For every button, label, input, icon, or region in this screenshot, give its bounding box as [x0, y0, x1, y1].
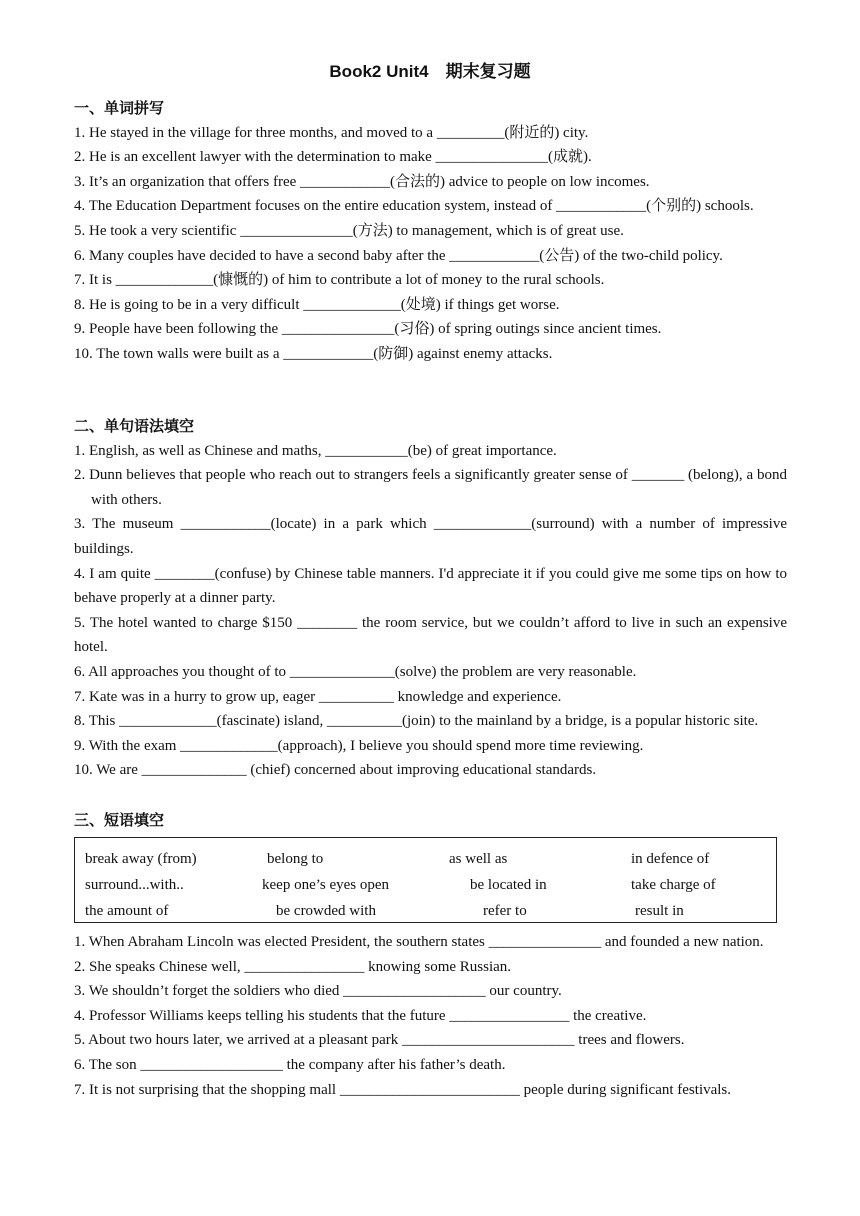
- question-item: 9. People have been following the _______________(习俗) of spring outings since ancient times.: [74, 321, 662, 338]
- phrase-option: result in: [635, 903, 684, 919]
- question-item: 3. The museum ____________(locate) in a park which _____________(surround) with a number of impressive buildings.: [74, 516, 787, 557]
- phrase-option: refer to: [483, 903, 527, 919]
- question-item: 10. The town walls were built as a ____________(防御) against enemy attacks.: [74, 345, 553, 362]
- section-phrase-fill: [74, 808, 787, 833]
- phrase-option: take charge of: [631, 877, 716, 893]
- question-item: 6. The son ___________________ the company after his father’s death.: [74, 1056, 506, 1073]
- phrase-option: break away (from): [85, 851, 197, 867]
- page-title: Book2 Unit4 期末复习题: [329, 62, 531, 81]
- question-item: 7. Kate was in a hurry to grow up, eager __________ knowledge and experience.: [74, 688, 562, 705]
- question-item: 4. I am quite ________(confuse) by Chinese table manners. I'd appreciate it if you could give me some tips on how to behave properly at a dinner party.: [74, 565, 787, 607]
- phrase-option: the amount of: [85, 903, 169, 919]
- section-heading: 一、单词拼写: [74, 99, 165, 117]
- phrase-option: keep one’s eyes open: [262, 877, 390, 893]
- question-item: 5. About two hours later, we arrived at a pleasant park _______________________ trees and flowers.: [74, 1032, 685, 1049]
- question-item: 1. He stayed in the village for three months, and moved to a _________(附近的) city.: [74, 124, 589, 141]
- phrase-option: surround...with..: [85, 877, 184, 893]
- question-item: 6. All approaches you thought of to ______________(solve) the problem are very reasonable.: [74, 663, 637, 680]
- question-item: 7. It is _____________(慷慨的) of him to contribute a lot of money to the rural schools.: [74, 272, 605, 289]
- phrase-box: [74, 837, 777, 923]
- question-item: 6. Many couples have decided to have a second baby after the ____________(公告) of the two-child policy.: [74, 247, 723, 264]
- phrase-option: in defence of: [631, 851, 710, 867]
- phrase-option: as well as: [449, 851, 508, 867]
- phrase-questions: [74, 930, 787, 1102]
- question-item: 1. English, as well as Chinese and maths, ___________(be) of great importance.: [74, 442, 557, 459]
- question-item: 8. This _____________(fascinate) island, __________(join) to the mainland by a bridge, is a popular historic site.: [74, 713, 759, 730]
- question-item: 10. We are ______________ (chief) concerned about improving educational standards.: [74, 762, 597, 779]
- section-grammar-fill: [74, 414, 787, 783]
- phrase-option: be located in: [470, 877, 547, 893]
- phrase-option: belong to: [267, 851, 324, 867]
- section-heading: 三、短语填空: [74, 811, 165, 829]
- question-item: 9. With the exam _____________(approach), I believe you should spend more time reviewing.: [74, 737, 644, 754]
- phrase-option: be crowded with: [276, 903, 376, 919]
- question-item: 3. We shouldn’t forget the soldiers who died ___________________ our country.: [74, 983, 562, 1000]
- question-item: 7. It is not surprising that the shopping mall ________________________ people during significant festivals.: [74, 1081, 732, 1098]
- section-heading: 二、单句语法填空: [74, 417, 195, 435]
- question-item: 2. Dunn believes that people who reach out to strangers feels a significantly greater sense of _______ (belong), a bond with others.: [74, 467, 787, 508]
- question-item: 2. He is an excellent lawyer with the determination to make _______________(成就).: [74, 149, 592, 166]
- question-item: 3. It’s an organization that offers free ____________(合法的) advice to people on low incomes.: [74, 173, 650, 190]
- question-item: 4. The Education Department focuses on the entire education system, instead of ____________(个别的) schools.: [74, 198, 754, 215]
- question-item: 5. He took a very scientific _______________(方法) to management, which is of great use.: [74, 222, 624, 239]
- question-item: 4. Professor Williams keeps telling his students that the future ________________ the creative.: [74, 1007, 647, 1024]
- question-item: 1. When Abraham Lincoln was elected President, the southern states _______________ and founded a new nation.: [74, 934, 764, 950]
- question-item: 5. The hotel wanted to charge $150 ________ the room service, but we couldn’t afford to live in such an expensive hotel.: [74, 614, 787, 656]
- section-word-spelling: [74, 96, 787, 367]
- question-item: 8. He is going to be in a very difficult _____________(处境) if things get worse.: [74, 296, 560, 313]
- question-item: 2. She speaks Chinese well, ________________ knowing some Russian.: [74, 958, 512, 975]
